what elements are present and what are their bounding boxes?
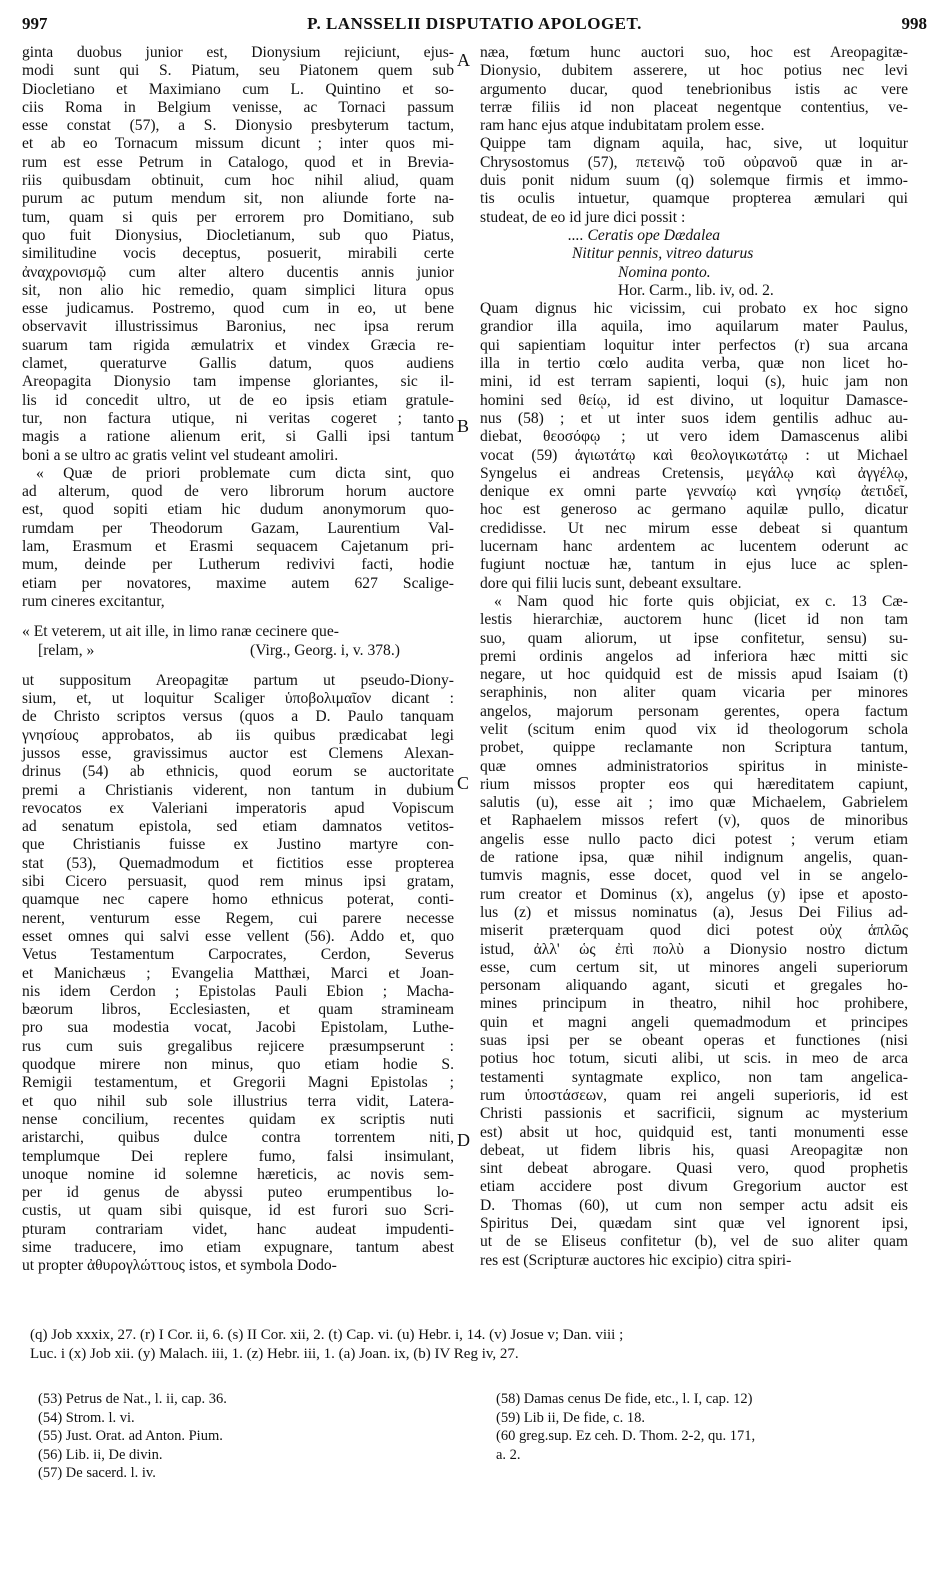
text-line: terræ filiis id non placeat negentque contentius, ve- xyxy=(480,98,908,116)
text-line: templumque Dei replere fumo, falsi insimulant, xyxy=(22,1147,454,1165)
text-line: custis, ut quam sibi quisque, id est furori suo Scri- xyxy=(22,1202,454,1220)
text-line: potius hoc totum, sicuti alibi, ut scis. in meo de arca xyxy=(480,1050,908,1068)
text-line: riis quibusdam obtinuit, cum hoc nihil aliud, quam xyxy=(22,172,454,190)
text-line: nense concilium, recentes quidam ex scriptis nuti xyxy=(22,1110,454,1128)
text-line: purum ac putum mendum sit, non aliunde forte na- xyxy=(22,190,454,208)
text-line: Syngelus ei andreas Cretensis, μεγάλῳ καὶ ἀγγέλῳ, xyxy=(480,464,908,482)
text-line: grandior illa aquila, imo aquilarum mater Paulus, xyxy=(480,318,908,336)
text-line: qui sapientiam loquitur inter perfectos (r) sua arcana xyxy=(480,336,908,354)
text-line: næa, fœtum hunc auctori suo, hoc est Areopagitæ- xyxy=(480,44,908,61)
text-line: ad alterum, quod de vero librorum horum auctore xyxy=(22,483,454,501)
text-line: jussos esse, gravissimus auctor est Clemens Alexan- xyxy=(22,744,454,762)
verse-left-line-1: « Et veterem, ut ait ille, in limo ranæ cecinere que- xyxy=(22,623,339,641)
text-line: est, quod sopiti etiam hic dudum anonymorum quo- xyxy=(22,501,454,519)
margin-letter-d: D xyxy=(457,1130,470,1150)
page-header xyxy=(22,8,927,36)
footnote-line: Luc. i (x) Job xii. (y) Malach. iii, 1. (z) Hebr. iii, 1. (a) Joan. ix, (b) IV Reg iv, 27. xyxy=(30,1346,519,1362)
text-line: sibi Cicero persuasit, quod rem minus ipsi gratam, xyxy=(22,873,454,891)
text-line: stat (53), Quemadmodum et fictitios esse propterea xyxy=(22,854,454,872)
verse-left-citation: (Virg., Georg. i, v. 378.) xyxy=(250,641,400,659)
verse-right-citation: Hor. Carm., lib. iv, od. 2. xyxy=(618,281,774,299)
page-number-left: 997 xyxy=(22,14,48,33)
text-line: observavit illustrissimus Baronius, nec ipsa rerum xyxy=(22,318,454,336)
text-line: Quippe tam dignam aquila, hac, sive, ut loquitur xyxy=(480,135,908,153)
right-column-paragraphs-2 xyxy=(480,300,908,1270)
running-title: P. LANSSELII DISPUTATIO APOLOGET. xyxy=(307,14,642,33)
text-line: tum, quam si quis per errorem pro Domitiano, sub xyxy=(22,208,454,226)
text-line: et quo nihil sub sole illustrius terra vidit, Latera- xyxy=(22,1092,454,1110)
text-line: tur, non factura utique, ni veritas cogeret ; tanto xyxy=(22,409,454,427)
text-line: ad senatum epistola, sed etiam damnatos vetitos- xyxy=(22,818,454,836)
text-line: « Quæ de priori problemate cum dicta sint, quo xyxy=(36,464,454,482)
text-line: rum cineres excitantur, xyxy=(22,592,165,610)
text-line: bæorum libros, Ecclesiasten, et quam stramineam xyxy=(22,1001,454,1019)
text-line: lis id concedit ultro, ut de eo ipsis etiam gratule- xyxy=(22,391,454,409)
text-line: suo, quam aliorum, ut ipse confitetur, sensu) su- xyxy=(480,629,908,647)
text-line: esset omnes qui salvi esse vellent (56). Addo et, quo xyxy=(22,927,454,945)
footnote-line: (58) Damas cenus De fide, etc., l. I, cap. 12) xyxy=(496,1391,753,1407)
text-line: probet, quippe reclamante non Scriptura tantum, xyxy=(480,739,908,757)
text-line: boni a se ultro ac gratis velint vel studeant amoliri. xyxy=(22,446,339,464)
text-line: revocatos ex Valeriani imperatoris apud Vopiscum xyxy=(22,799,454,817)
text-line: « Nam quod hic forte quis objiciat, ex c. 13 Cæ- xyxy=(494,592,908,610)
text-line: Chrysostomus (57), πετεινῷ τοῦ οὐρανοῦ quæ in ar- xyxy=(480,153,908,171)
text-line: rumdam per Theodorum Gazam, Laurentium Val- xyxy=(22,519,454,537)
text-line: aristarchi, quibus dulce contra torrentem niti, xyxy=(22,1129,454,1147)
text-line: ciis Roma in Belgium venisse, ac Tornaci passum xyxy=(22,98,454,116)
text-line: miserit præterquam quod dici potest οὐχ ἁπλῶς xyxy=(480,922,908,940)
verse-right xyxy=(480,227,908,282)
text-line: debeat, ut fidem libris his, quasi Areopagitæ non xyxy=(480,1141,908,1159)
margin-letter-c: C xyxy=(457,773,470,793)
text-line: diebat, θεοσόφῳ ; ut vero idem Damascenus alibi xyxy=(480,428,908,446)
footnote-line: (54) Strom. l. vi. xyxy=(38,1409,135,1426)
text-line: velit (scitum enim quod vix id theologorum schola xyxy=(480,720,908,738)
footnote-line: (60 greg.sup. Ez ceh. D. Thom. 2-2, qu. 171, xyxy=(496,1428,756,1444)
verse-left-close: [relam, » xyxy=(38,641,95,659)
text-line: sime traducere, imo etiam expugnare, tantum abest xyxy=(22,1239,454,1256)
text-line: de Christo scriptos versus (quos a D. Paulo tanquam xyxy=(22,708,454,726)
footnote-line: (56) Lib. ii, De divin. xyxy=(38,1446,163,1463)
text-line: lucernam hanc ardentem ac lucentem oderunt ac xyxy=(480,538,908,556)
text-line: istud, ἀλλ' ὡς ἐπὶ πολὺ a Dionysio nostro dictum xyxy=(480,940,908,958)
text-line: premi a Christianis viderent, non tantum in dubium xyxy=(22,781,454,799)
text-line: premi ordinis angelos ad inferiora hæc mitti sic xyxy=(480,647,908,665)
text-line: res est (Scripturæ auctores hic excipio) citra spiri- xyxy=(480,1251,792,1269)
text-line: et Manichæus ; Evangelia Matthæi, Marci et Joan- xyxy=(22,964,454,982)
text-line: nerent, venturum esse Regem, cui parere necesse xyxy=(22,909,454,927)
text-line: suarum tam rigida æmulatrix et vindex Græcia re- xyxy=(22,336,454,354)
text-line: D. Thomas (60), ut cum non semper actu adsit eis xyxy=(480,1196,908,1214)
text-line: esse judicamus. Postremo, quod cum in eo, ut bene xyxy=(22,300,454,318)
text-line: que Christianis fuisse ex Justino martyre con- xyxy=(22,836,454,854)
text-line: etiam accidere post divum Gregorium auctor est xyxy=(480,1178,908,1196)
text-line: ut propter ἀθυρογλώττους istos, et symbola Dodo- xyxy=(22,1257,337,1275)
text-line: Quam dignus hic vicissim, cui probato ex hoc signo xyxy=(480,300,908,318)
text-line: denique ex omni parte γενναίῳ καὶ γνησίῳ ἀετιδεῖ, xyxy=(480,483,908,501)
text-line: est) absit ut hoc, quidquid est, tanti monumenti esse xyxy=(480,1123,908,1141)
text-line: argumento ducar, quod tenebrionibus istis ac vere xyxy=(480,80,908,98)
text-line: nis idem Cerdon ; Epistolas Pauli Ebion ; Macha- xyxy=(22,982,454,1000)
text-line: similitudine vocis deceptus, posuerit, mirabili certe xyxy=(22,245,454,263)
text-line: ram hanc ejus atque indubitatam prolem esse. xyxy=(480,117,765,135)
text-line: fugiunt noctuæ hæ, tantum in ejus luce ac splen- xyxy=(480,556,908,574)
text-line: modi sunt qui S. Piatum, seu Piatonem quem sub xyxy=(22,62,454,80)
text-line: per id genus de abyssi puteo erumpentibus lo- xyxy=(22,1184,454,1202)
text-line: mini, id est terram sapienti, loqui (s), huic jam non xyxy=(480,373,908,391)
text-line: unoque nomine id solemne hæreticis, ac novis sem- xyxy=(22,1165,454,1183)
footnote-line: a. 2. xyxy=(496,1446,521,1463)
text-line: mum, deinde per Lutherum redivivi facti, hodie xyxy=(22,556,454,574)
text-line: illa in tertio cœlo audita verba, quæ non licet ho- xyxy=(480,355,908,373)
page-number-right: 998 xyxy=(901,14,927,33)
text-line: drinus (54) ab ethnicis, quod eorum se auctoritate xyxy=(22,763,454,781)
text-line: quamque nec capere homo ethnicus poterat, conti- xyxy=(22,891,454,909)
text-line: magis a ratione alienum erit, si Galli ipsi tantum xyxy=(22,428,454,446)
verse-line: Nomina ponto. xyxy=(618,263,711,281)
text-line: quodque mirere non minus, quo etiam hodie S. xyxy=(22,1056,454,1074)
text-line: rus cum suis gregalibus rejicere præsumpserunt : xyxy=(22,1037,454,1055)
text-line: suas ipsi per se obeant operas et functiones (nisi xyxy=(480,1032,908,1050)
text-line: Spiritus Dei, quædam sint quæ vel ignorent ipsi, xyxy=(480,1215,908,1232)
text-line: lam, Erasmum et Erasmi sequacem Cajetanum pri- xyxy=(22,538,454,556)
text-line: rum creator et Dominus (x), angelus (y) ipse et aposto- xyxy=(480,885,908,903)
footnotes-right xyxy=(496,1390,916,1464)
text-line: personam aliquando agant, sicuti et gregales ho- xyxy=(480,977,908,995)
left-column xyxy=(22,44,454,1276)
text-line: tumvis magnis, esse docet, quod vel in se angelo- xyxy=(480,867,908,885)
left-column-paragraphs xyxy=(22,44,454,611)
text-line: negare, ut hoc quidquid est de missis apud Isaiam (t) xyxy=(480,666,908,684)
text-line: et Raphaelem missos refert (v), quos de minoribus xyxy=(480,812,908,830)
text-line: vocat (59) ἁγιωτάτῳ καὶ θεολογικωτάτῳ : ut Michael xyxy=(480,446,908,464)
text-line: testamenti syntagmate explico, non tam angelica- xyxy=(480,1068,908,1086)
right-column-paragraphs xyxy=(480,44,908,227)
text-line: angelos, majorum personam gerentes, opera factum xyxy=(480,702,908,720)
text-line: rum est esse Petrum in Catalogo, quod et in Brevia- xyxy=(22,153,454,171)
text-line: homini sed θείῳ, id est divino, ut loquitur Damasce- xyxy=(480,391,908,409)
footnote-line: (57) De sacerd. l. iv. xyxy=(38,1465,156,1481)
text-line: ut suppositum Areopagitæ partum ut pseudo-Diony- xyxy=(22,671,454,689)
text-line: pturam contrariam videt, hanc audeat impudenti- xyxy=(22,1220,454,1238)
text-line: sit, non alio hic remedio, quam simplici litura opus xyxy=(22,281,454,299)
text-line: nus (58) ; et ut inter suos idem gentilis adhuc au- xyxy=(480,409,908,427)
text-line: et ab eo Tornacum missum dicunt ; inter quos mi- xyxy=(22,135,454,153)
text-line: dore qui filii lucis sunt, debeant exsultare. xyxy=(480,574,742,592)
text-line: rium missos propter eos qui hæreditatem capiunt, xyxy=(480,775,908,793)
text-line: pro sua modestia vocat, Jacobi Epistolam, Luthe- xyxy=(22,1019,454,1037)
text-line: ginta duobus junior est, Dionysium rejiciunt, ejus- xyxy=(22,44,454,61)
right-column xyxy=(480,44,908,1270)
text-line: salutis (u), esse ait ; imo quæ Michaelem, Gabrielem xyxy=(480,794,908,812)
margin-letter-a: A xyxy=(457,50,470,70)
text-line: duis ponit nidum suum (q) solemque firmis et immo- xyxy=(480,172,908,190)
text-line: etiam per novatores, maxime autem 627 Scalige- xyxy=(22,574,454,592)
footnotes-left xyxy=(38,1390,458,1483)
footnote-line: (53) Petrus de Nat., l. ii, cap. 36. xyxy=(38,1391,227,1407)
text-line: Vetus Testamentum Carpocrates, Cerdon, Severus xyxy=(22,946,454,964)
text-line: sint debeat abrogare. Quasi vero, quod prophetis xyxy=(480,1160,908,1178)
text-line: credidisse. Ut nec mirum esse debeat si quantum xyxy=(480,519,908,537)
text-line: Diocletiano et Maximiano cum L. Quintino et so- xyxy=(22,80,454,98)
text-line: quin et magni angeli quemadmodum et principes xyxy=(480,1013,908,1031)
text-line: clamet, queraturve Gallis datum, quos audiens xyxy=(22,355,454,373)
verse-left-line-2 xyxy=(22,642,454,660)
text-line: lestis hierarchiæ, auctorem hunc (licet id non tam xyxy=(480,611,908,629)
text-line: quæ omnes administratorios spiritus in ministe- xyxy=(480,757,908,775)
text-line: rum ὑποστάσεων, quam rei angeli superioris, id est xyxy=(480,1086,908,1104)
text-line: ut de se Eliseus confitetur (b), vel de suo aliter quam xyxy=(480,1233,908,1251)
text-line: de ratione ipsa, quæ nihil indignum angelis, quan- xyxy=(480,849,908,867)
left-column-paragraphs-2 xyxy=(22,672,454,1276)
verse-line: Nititur pennis, vitreo daturus xyxy=(572,245,754,263)
text-line: lus (z) et missus nominatus (a), Jesus Dei Filius ad- xyxy=(480,903,908,921)
text-line: sium, et, ut loquitur Scaliger ὑποβολιμαῖον dicant : xyxy=(22,690,454,708)
footnote-line: (q) Job xxxix, 27. (r) I Cor. ii, 6. (s) II Cor. xii, 2. (t) Cap. vi. (u) Hebr. i, 14. (v) Josue v; Dan. viii ; xyxy=(30,1327,624,1343)
verse-line: .... Ceratis ope Dædalea xyxy=(568,226,721,244)
text-line: Dionysio, dubitem asserere, ut hoc potius nec levi xyxy=(480,62,908,80)
text-line: esse constat (57), a S. Dionysio presbyterum tactum, xyxy=(22,117,454,135)
text-line: angelis esse nullo pacto dici potest ; verum etiam xyxy=(480,830,908,848)
text-line: seraphinis, non aliter quam vicaria per minores xyxy=(480,684,908,702)
text-line: Areopagita Dionysio tam impense gloriantes, sic il- xyxy=(22,373,454,391)
text-line: hoc est generoso ac germano aquilæ pullo, dicatur xyxy=(480,501,908,519)
text-line: mines principum in theatro, nihil hoc prohibere, xyxy=(480,995,908,1013)
text-line: studeat, de eo id jure dici possit : xyxy=(480,208,686,226)
footnote-line: (59) Lib ii, De fide, c. 18. xyxy=(496,1409,645,1426)
text-line: γνησίους approbatos, ab iis quibus prædicabat legi xyxy=(22,726,454,744)
text-line: Christi passionis et sacrificii, signum ac mysterium xyxy=(480,1105,908,1123)
text-line: esse, cum certum sit, ut minores angeli superiorum xyxy=(480,958,908,976)
text-line: ἀναχρονισμῷ cum alter altero ducentis annis junior xyxy=(22,263,454,281)
margin-letter-b: B xyxy=(457,416,470,436)
footnotes-references xyxy=(30,1326,915,1364)
text-line: quo fuit Dionysius, Diocletianum, sub quo Piatus, xyxy=(22,226,454,244)
text-line: tis oculis intuetur, quamque propterea æmulari qui xyxy=(480,190,908,208)
text-line: Remigii testamentum, et Gregorii Magni Epistolas ; xyxy=(22,1074,454,1092)
footnote-line: (55) Just. Orat. ad Anton. Pium. xyxy=(38,1428,223,1444)
